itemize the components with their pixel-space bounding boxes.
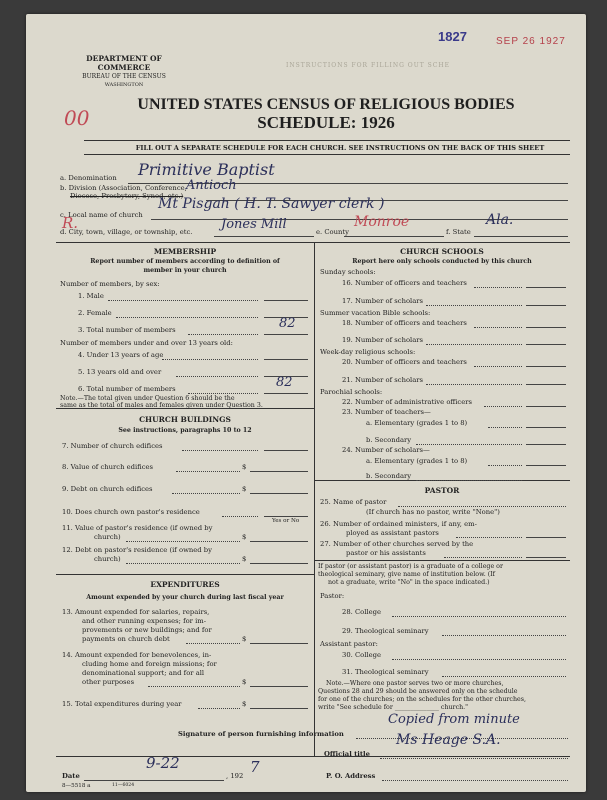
bleed-through-text: INSTRUCTIONS FOR FILLING OUT SCHE bbox=[286, 62, 450, 69]
expenditures-heading: EXPENDITURES bbox=[150, 580, 220, 589]
q30-label: 30. College bbox=[342, 651, 382, 659]
date-label: Date bbox=[62, 772, 80, 780]
q4-under13-label: 4. Under 13 years of age bbox=[78, 351, 164, 359]
expenditures-sub: Amount expended by your church during last fiscal year bbox=[86, 594, 284, 601]
q16-label: 16. Number of officers and teachers bbox=[342, 279, 467, 287]
q23-label: 23. Number of teachers— bbox=[342, 408, 431, 416]
parochial-schools-label: Parochial schools: bbox=[320, 388, 383, 396]
date-year-label: , 192 bbox=[226, 772, 244, 780]
county-label: e. County bbox=[316, 228, 349, 236]
denomination-label: a. Denomination bbox=[60, 174, 117, 182]
q14-dollar: $ bbox=[242, 678, 247, 686]
schools-sub: Report here only schools conducted by this church bbox=[352, 258, 532, 265]
q1-male-label: 1. Male bbox=[78, 292, 104, 300]
q29-label: 29. Theological seminary bbox=[342, 627, 429, 635]
q2-female-label: 2. Female bbox=[78, 309, 112, 317]
q24b-label: b. Secondary bbox=[366, 472, 412, 480]
weekday-schools-label: Week-day religious schools: bbox=[320, 348, 416, 356]
q8-label: 8. Value of church edifices bbox=[62, 463, 154, 471]
q31-label: 31. Theological seminary bbox=[342, 668, 429, 676]
division-label-2: Diocese, Presbytery, Synod, etc.) bbox=[70, 192, 184, 200]
q28-label: 28. College bbox=[342, 608, 382, 616]
members-by-age: Number of members under and over 13 years old: bbox=[60, 339, 233, 347]
q9-label: 9. Debt on church edifices bbox=[62, 485, 153, 493]
census-schedule-sheet bbox=[26, 14, 586, 792]
state-label: f. State bbox=[446, 228, 471, 236]
q25-label: 25. Name of pastor bbox=[320, 498, 387, 506]
q12-dollar: $ bbox=[242, 555, 247, 563]
bureau-city: WASHINGTON bbox=[104, 82, 144, 88]
membership-note-1: Note.—The total given under Question 6 should be the bbox=[60, 395, 235, 402]
q3-total-label: 3. Total number of members bbox=[78, 326, 176, 334]
state-value: Ala. bbox=[486, 212, 514, 228]
form-number-2: 11—6024 bbox=[112, 783, 135, 788]
assistant-pastor-sublabel: Assistant pastor: bbox=[320, 640, 378, 648]
po-address-label: P. O. Address bbox=[326, 772, 376, 780]
q23b-label: b. Secondary bbox=[366, 436, 412, 444]
graduate-note-2: theological seminary, give name of institution below. (If bbox=[318, 571, 496, 578]
q13-label-c: provements or new buildings; and for bbox=[82, 626, 212, 634]
q26-label-b: ployed as assistant pastors bbox=[346, 529, 439, 537]
q9-dollar: $ bbox=[242, 485, 247, 493]
q15-dollar: $ bbox=[242, 700, 247, 708]
pastor-note-4: write "See schedule for ______________ church." bbox=[318, 704, 469, 711]
q17-label: 17. Number of scholars bbox=[342, 297, 424, 305]
q21-label: 21. Number of scholars bbox=[342, 376, 424, 384]
q14-label-d: other purposes bbox=[82, 678, 135, 686]
q13-label-b: and other running expenses; for im- bbox=[82, 617, 207, 625]
pastor-note-2: Questions 28 and 29 should be answered only on the schedule bbox=[318, 688, 518, 695]
q11-label-b: church) bbox=[94, 533, 121, 541]
q11-label-a: 11. Value of pastor's residence (if owned by bbox=[62, 524, 213, 532]
signature-label: Signature of person furnishing information bbox=[178, 730, 344, 738]
division-label: b. Division (Association, Conference, bbox=[60, 184, 187, 192]
q24a-label: a. Elementary (grades 1 to 8) bbox=[366, 457, 468, 465]
graduate-note-3: not a graduate, write "No" in the space indicated.) bbox=[328, 579, 490, 586]
q6-total-value: 82 bbox=[276, 375, 293, 390]
fill-out-instruction: FILL OUT A SEPARATE SCHEDULE FOR EACH CHURCH. SEE INSTRUCTIONS ON THE BACK OF THIS SHEET bbox=[135, 144, 545, 152]
denomination-value: Primitive Baptist bbox=[138, 160, 275, 179]
division-value: Antioch bbox=[186, 178, 237, 193]
q24-label: 24. Number of scholars— bbox=[342, 446, 430, 454]
pastor-sublabel: Pastor: bbox=[320, 592, 345, 600]
q13-dollar: $ bbox=[242, 635, 247, 643]
q27-label-b: pastor or his assistants bbox=[346, 549, 426, 557]
q8-dollar: $ bbox=[242, 463, 247, 471]
margin-mark: R. bbox=[62, 214, 79, 232]
q7-label: 7. Number of church edifices bbox=[62, 442, 163, 450]
q22-label: 22. Number of administrative officers bbox=[342, 398, 472, 406]
county-value: Monroe bbox=[354, 214, 410, 230]
q14-label-b: cluding home and foreign missions; for bbox=[82, 660, 217, 668]
page-title: UNITED STATES CENSUS OF RELIGIOUS BODIES bbox=[137, 96, 515, 113]
q25-hint: (If church has no pastor, write "None") bbox=[366, 508, 500, 516]
q12-label-a: 12. Debt on pastor's residence (if owned by bbox=[62, 546, 212, 554]
membership-sub-1: Report number of members according to definition of bbox=[90, 258, 280, 265]
q14-label-c: denominational support; and for all bbox=[82, 669, 205, 677]
q13-label-a: 13. Amount expended for salaries, repairs, bbox=[62, 608, 210, 616]
signature-value: Copied from minute bbox=[388, 712, 520, 727]
graduate-note-1: If pastor (or assistant pastor) is a graduate of a college or bbox=[318, 563, 503, 570]
sunday-schools-label: Sunday schools: bbox=[320, 268, 376, 276]
yes-no-hint: Yes or No bbox=[272, 518, 300, 524]
city-value: Jones Mill bbox=[221, 217, 287, 232]
q27-label-a: 27. Number of other churches served by the bbox=[320, 540, 474, 548]
church-name-value: Mt Pisgah ( H. T. Sawyer clerk ) bbox=[158, 196, 385, 212]
department-name: DEPARTMENT OF COMMERCE bbox=[86, 54, 162, 72]
red-mark: 00 bbox=[64, 106, 90, 130]
q15-label: 15. Total expenditures during year bbox=[62, 700, 182, 708]
q23a-label: a. Elementary (grades 1 to 8) bbox=[366, 419, 468, 427]
pastor-heading: PASTOR bbox=[424, 486, 460, 495]
pastor-note-3: for one of the churches; on the schedules for the other churches, bbox=[318, 696, 526, 703]
q3-total-value: 82 bbox=[279, 316, 296, 331]
membership-heading: MEMBERSHIP bbox=[153, 247, 217, 256]
q10-label: 10. Does church own pastor's residence bbox=[62, 508, 200, 516]
schools-heading: CHURCH SCHOOLS bbox=[400, 247, 484, 256]
pastor-note-1: Note.—Where one pastor serves two or more churches, bbox=[326, 680, 504, 687]
members-by-sex: Number of members, by sex: bbox=[60, 280, 160, 288]
church-name-label: c. Local name of church bbox=[60, 211, 143, 219]
received-stamp-number: 1827 bbox=[438, 29, 467, 44]
buildings-heading: CHURCH BUILDINGS bbox=[139, 415, 231, 424]
membership-sub-2: member in your church bbox=[143, 267, 227, 274]
official-title-value: Ms Heage S.A. bbox=[396, 732, 501, 748]
q5-over13-label: 5. 13 years old and over bbox=[78, 368, 162, 376]
schedule-title: SCHEDULE: 1926 bbox=[257, 113, 395, 132]
department-block bbox=[60, 54, 188, 90]
summer-schools-label: Summer vacation Bible schools: bbox=[320, 309, 431, 317]
bureau-name: BUREAU OF THE CENSUS bbox=[82, 73, 166, 80]
city-label: d. City, town, village, or township, etc. bbox=[60, 228, 193, 236]
received-stamp-date: SEP 26 1927 bbox=[496, 36, 566, 47]
membership-note-2: same as the total of males and females given under Question 3. bbox=[60, 402, 263, 409]
q18-label: 18. Number of officers and teachers bbox=[342, 319, 467, 327]
q26-label-a: 26. Number of ordained ministers, if any, em- bbox=[320, 520, 477, 528]
official-title-label: Official title bbox=[324, 750, 370, 758]
q13-label-d: payments on church debt bbox=[82, 635, 170, 643]
q12-label-b: church) bbox=[94, 555, 121, 563]
q11-dollar: $ bbox=[242, 533, 247, 541]
q20-label: 20. Number of officers and teachers bbox=[342, 358, 467, 366]
q19-label: 19. Number of scholars bbox=[342, 336, 424, 344]
q6-total-label: 6. Total number of members bbox=[78, 385, 176, 393]
date-value: 9-22 bbox=[146, 754, 180, 772]
q14-label-a: 14. Amount expended for benevolences, in- bbox=[62, 651, 212, 659]
date-year-value: 7 bbox=[250, 758, 260, 776]
form-number: 8—5518 a bbox=[62, 783, 91, 789]
buildings-sub: See instructions, paragraphs 10 to 12 bbox=[118, 427, 252, 434]
